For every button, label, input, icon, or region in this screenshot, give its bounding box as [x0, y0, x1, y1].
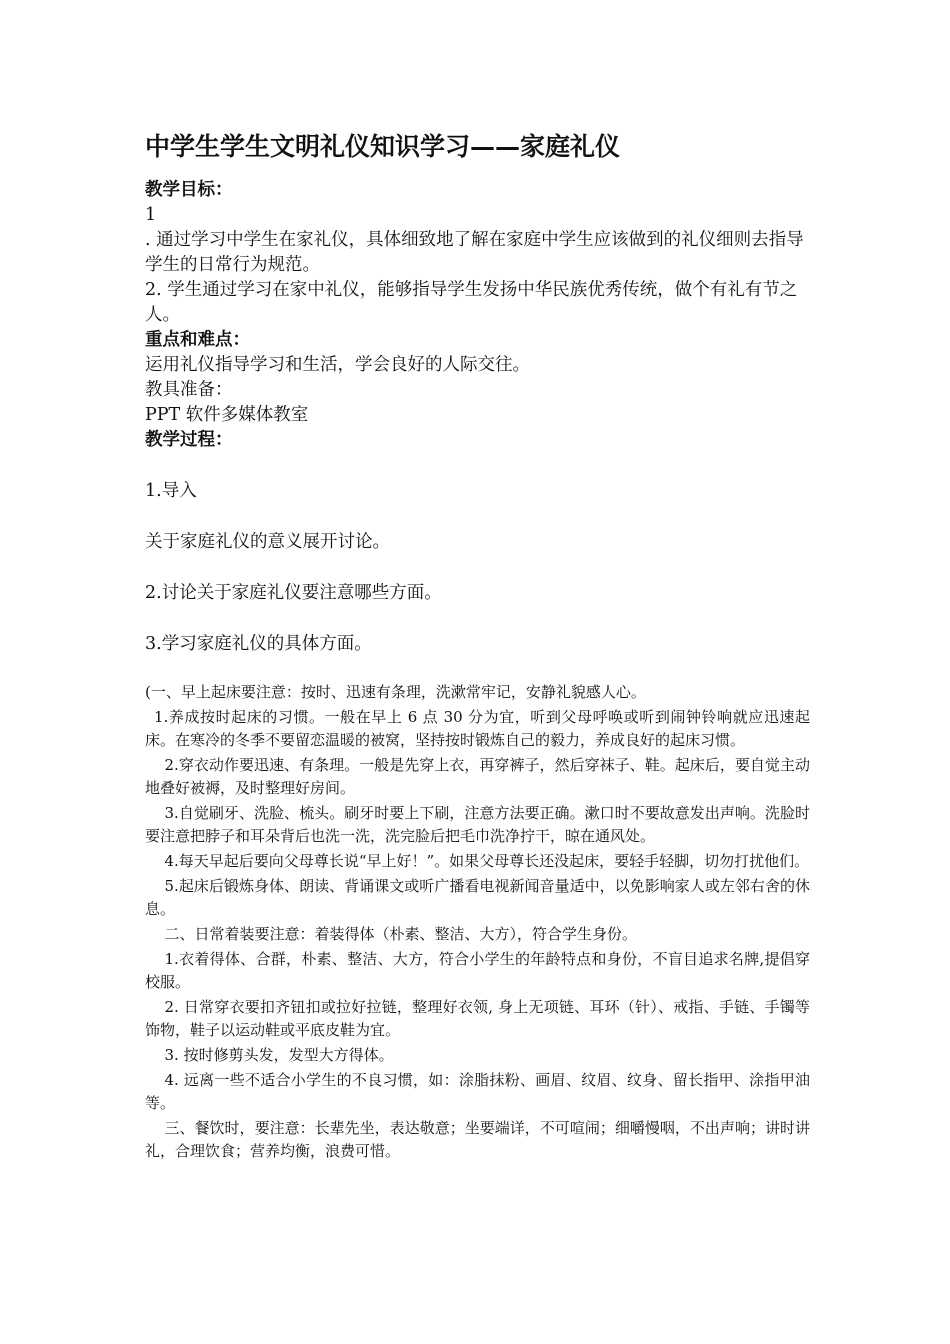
- goal-1-text: . 通过学习中学生在家礼仪，具体细致地了解在家庭中学生应该做到的礼仪细则去指导学生的日常行为规范。: [145, 230, 804, 275]
- section-3-heading: 三、餐饮时，要注意：长辈先坐，表达敬意；坐要端详，不可喧闹；细嚼慢咽，不出声响；讲时讲礼，合理饮食；营养均衡，浪费可惜。: [145, 1119, 810, 1160]
- process-heading: 教学过程：: [145, 430, 233, 450]
- document-page: [145, 128, 810, 1165]
- step-2-text: 2.讨论关于家庭礼仪要注意哪些方面。: [145, 583, 442, 603]
- goal-2-text: 2. 学生通过学习在家中礼仪，能够指导学生发扬中华民族优秀传统，做个有礼有节之人。: [145, 280, 798, 325]
- goals-heading: 教学目标：: [145, 180, 233, 200]
- step-1-heading: 1.导入: [145, 481, 197, 501]
- section-1-item: 5.起床后锻炼身体、朗读、背诵课文或听广播看电视新闻音量适中，以免影响家人或左邻右舍的休息。: [145, 877, 810, 918]
- goal-1-number: 1: [145, 205, 157, 225]
- key-heading: 重点和难点：: [145, 330, 250, 350]
- section-2-item: 1.衣着得体、合群，朴素、整洁、大方，符合小学生的年龄特点和身份，不盲目追求名牌,提倡穿校服。: [145, 950, 810, 991]
- step-1-text: 关于家庭礼仪的意义展开讨论。: [145, 532, 390, 552]
- section-1-item: 4.每天早起后要向父母尊长说“早上好！”。如果父母尊长还没起床，要轻手轻脚，切勿打扰他们。: [164, 852, 810, 870]
- section-2-item: 4. 远离一些不适合小学生的不良习惯，如：涂脂抹粉、画眉、纹眉、纹身、留长指甲、涂指甲油等。: [145, 1071, 810, 1112]
- section-1-item: 1.养成按时起床的习惯。一般在早上 6 点 30 分为宜，听到父母呼唤或听到闹钟铃响就应迅速起床。在寒冷的冬季不要留恋温暖的被窝，坚持按时锻炼自己的毅力，养成良好的起床习惯。: [145, 708, 810, 749]
- tools-text: PPT 软件多媒体教室: [145, 405, 309, 425]
- section-2-item: 3. 按时修剪头发，发型大方得体。: [164, 1046, 394, 1064]
- section-2-heading: 二、日常着装要注意：着装得体（朴素、整洁、大方），符合学生身份。: [164, 925, 638, 943]
- tools-heading: 教具准备：: [145, 380, 233, 400]
- section-1-item: 2.穿衣动作要迅速、有条理。一般是先穿上衣，再穿裤子，然后穿袜子、鞋。起床后，要自觉主动地叠好被褥，及时整理好房间。: [145, 756, 810, 797]
- section-1-heading: (一、早上起床要注意：按时、迅速有条理，洗漱常牢记，安静礼貌感人心。: [145, 683, 646, 701]
- document-title: 中学生学生文明礼仪知识学习——家庭礼仪: [145, 132, 621, 161]
- key-text: 运用礼仪指导学习和生活，学会良好的人际交往。: [145, 355, 530, 375]
- section-1-item: 3.自觉刷牙、洗脸、梳头。刷牙时要上下刷，注意方法要正确。漱口时不要故意发出声响。洗脸时要注意把脖子和耳朵背后也洗一洗，洗完脸后把毛巾洗净拧干，晾在通风处。: [145, 804, 810, 845]
- step-3-text: 3.学习家庭礼仪的具体方面。: [145, 634, 372, 654]
- section-2-item: 2. 日常穿衣要扣齐钮扣或拉好拉链，整理好衣领, 身上无项链、耳环（针）、戒指、手链、手镯等饰物，鞋子以运动鞋或平底皮鞋为宜。: [145, 998, 810, 1039]
